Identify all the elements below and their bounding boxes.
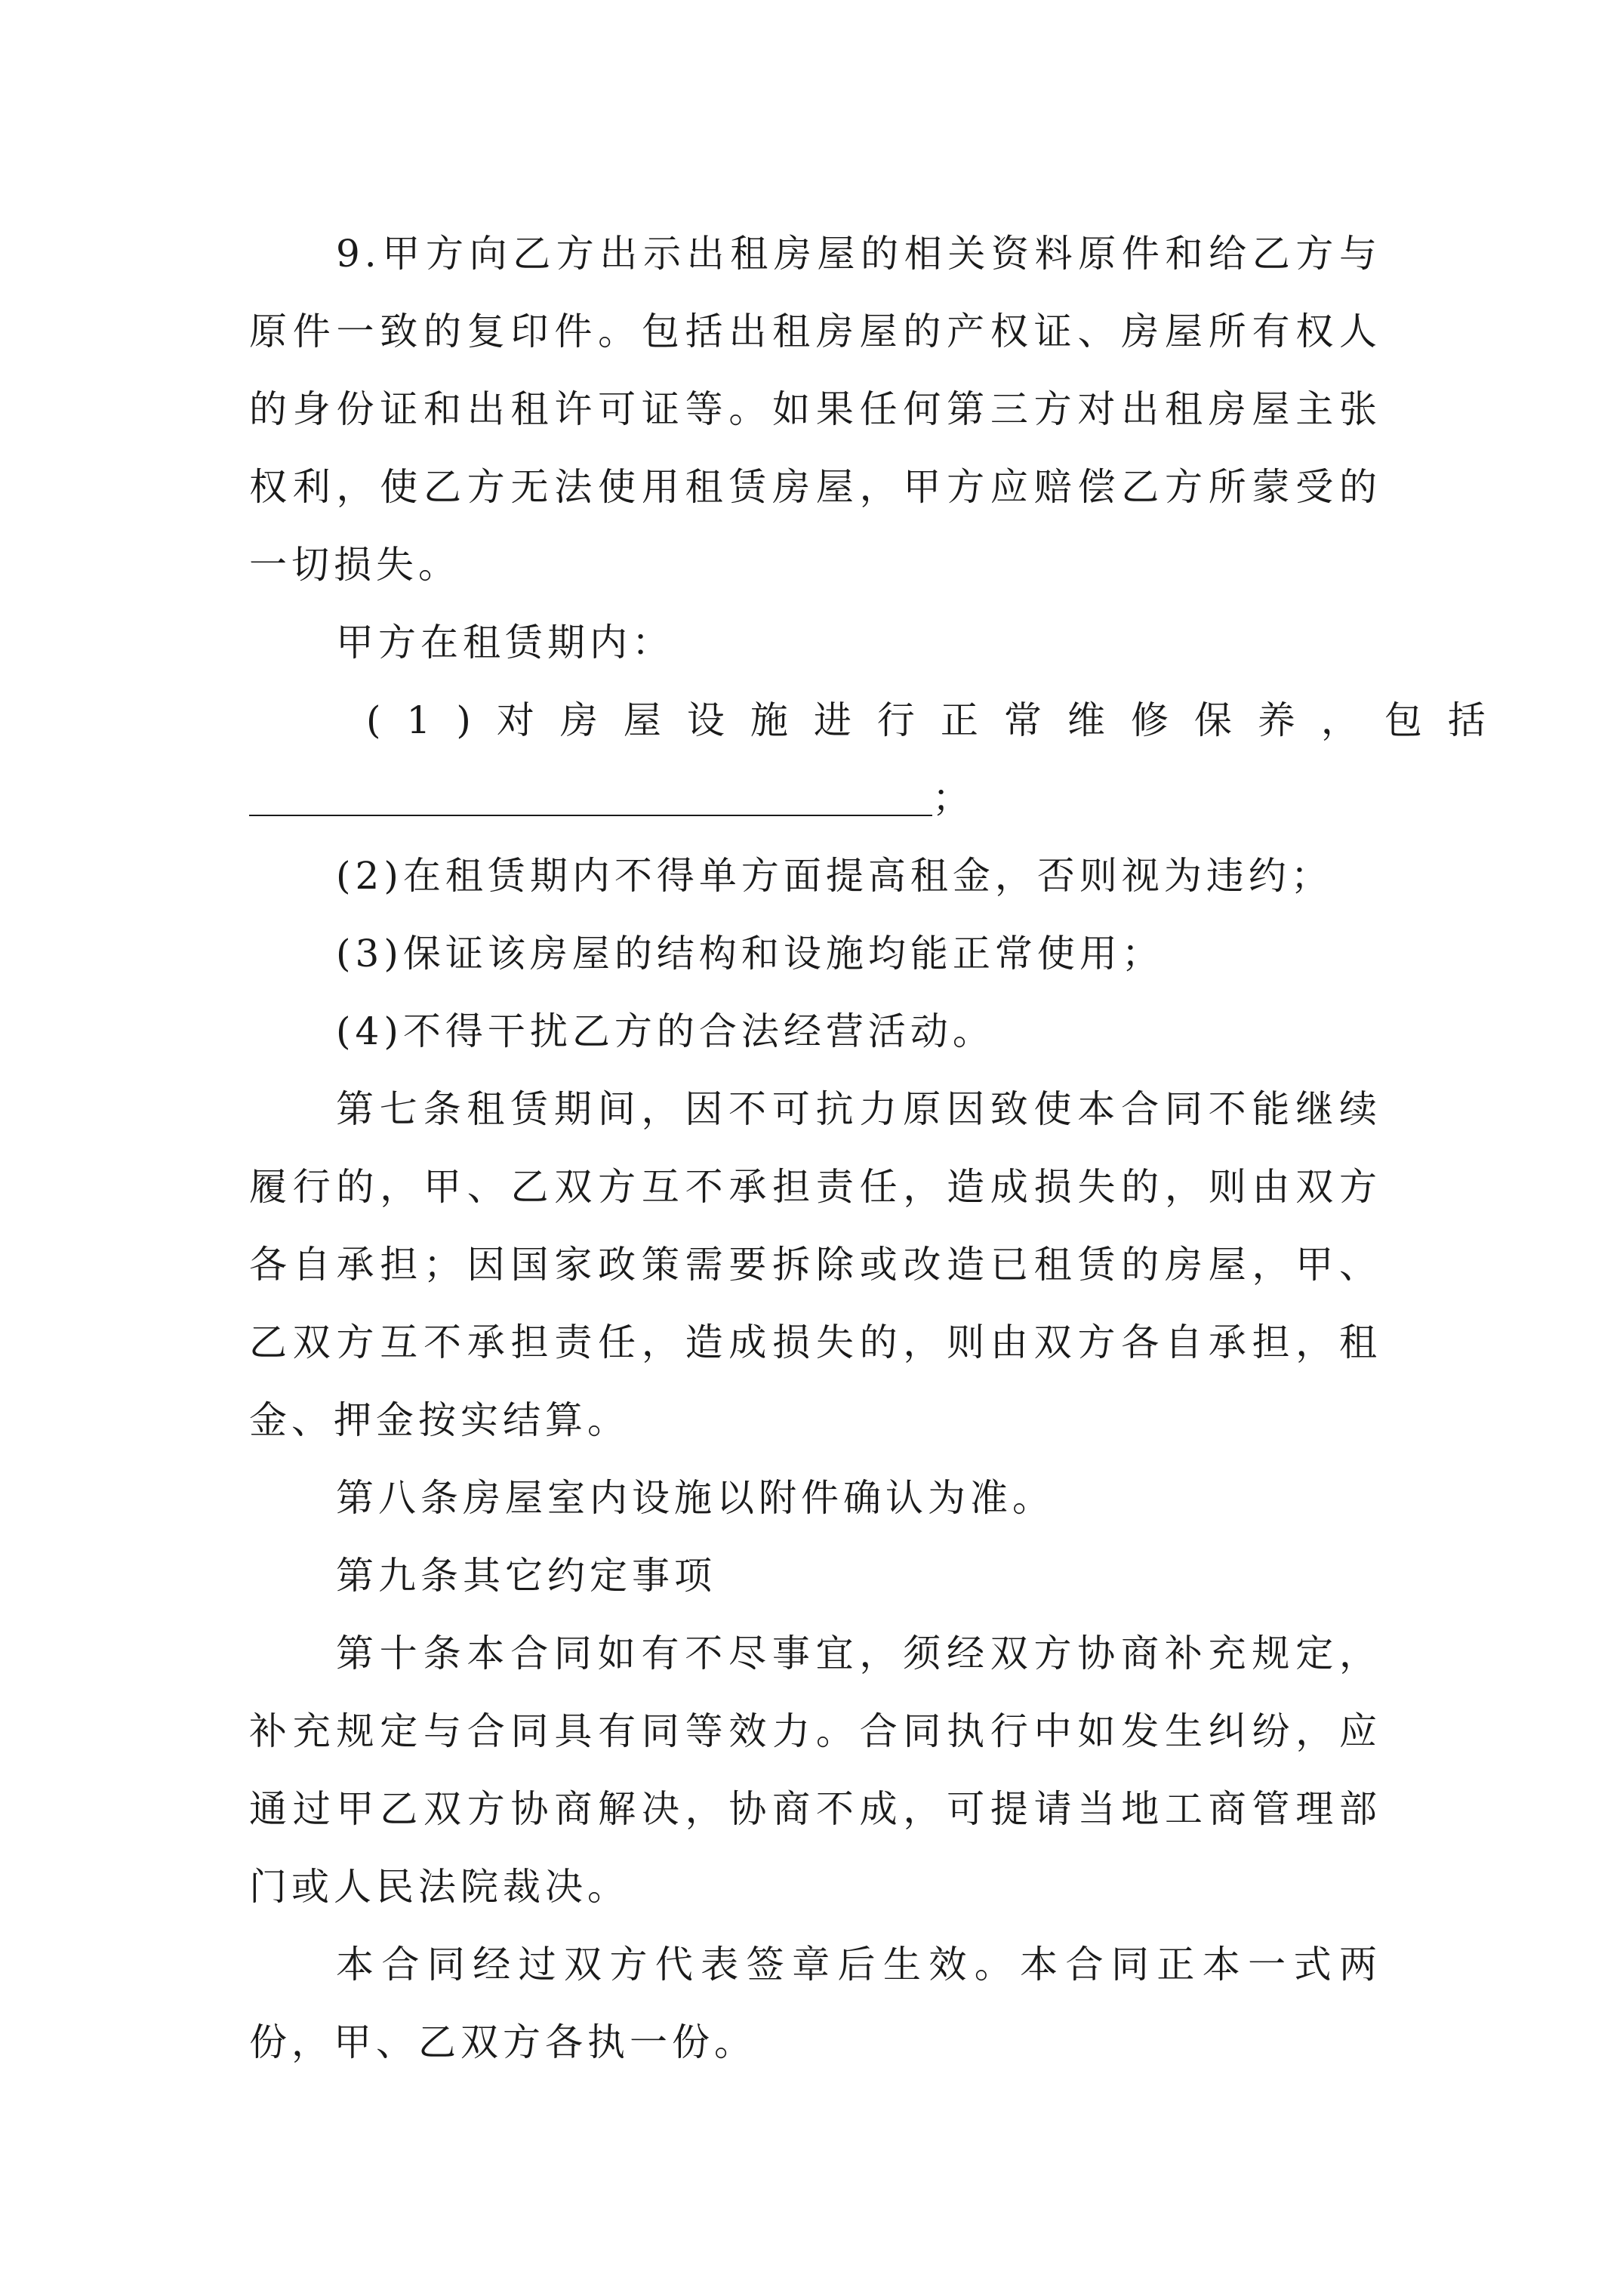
duty-item-1 xyxy=(249,682,1511,760)
clause-9-paragraph: 9.甲方向乙方出示出租房屋的相关资料原件和给乙方与原件一致的复印件。包括出租房屋的产权证、房屋所有权人的身份证和出租许可证等。如果任何第三方对出租房屋主张权利，使乙方无法使用租赁房屋，甲方应赔偿乙方所蒙受的一切损失。 xyxy=(249,232,1381,587)
duty-item-3: (3)保证该房屋的结构和设施均能正常使用； xyxy=(336,932,1164,975)
duty-item-1-end: ； xyxy=(932,776,975,820)
duty-item-1-blank-line xyxy=(249,760,1381,837)
article-9-paragraph: 第九条其它约定事项 xyxy=(336,1554,716,1598)
article-7-paragraph: 第七条租赁期间，因不可抗力原因致使本合同不能继续履行的，甲、乙双方互不承担责任，造成损失的，则由双方各自承担；因国家政策需要拆除或改造已租赁的房屋，甲、乙双方互不承担责任，造成损失的，则由双方各自承担，租金、押金按实结算。 xyxy=(249,1087,1381,1442)
fill-in-blank xyxy=(249,815,932,816)
duty-item-2: (2)在租赁期内不得单方面提高租金，否则视为违约； xyxy=(336,854,1333,898)
article-8-paragraph: 第八条房屋室内设施以附件确认为准。 xyxy=(336,1476,1055,1520)
document-body xyxy=(249,215,1511,2082)
duty-item-4: (4)不得干扰乙方的合法经营活动。 xyxy=(336,1009,995,1053)
duty-item-1-text: (1)对房屋设施进行正常维修保养，包括 xyxy=(366,698,1511,742)
article-10-paragraph: 第十条本合同如有不尽事宜，须经双方协商补充规定，补充规定与合同具有同等效力。合同执行中如发生纠纷，应通过甲乙双方协商解决，协商不成，可提请当地工商管理部门或人民法院裁决。 xyxy=(249,1632,1381,1909)
closing-paragraph: 本合同经过双方代表签章后生效。本合同正本一式两份，甲、乙双方各执一份。 xyxy=(249,1943,1381,2064)
landlord-duties-heading: 甲方在租赁期内： xyxy=(336,621,674,664)
